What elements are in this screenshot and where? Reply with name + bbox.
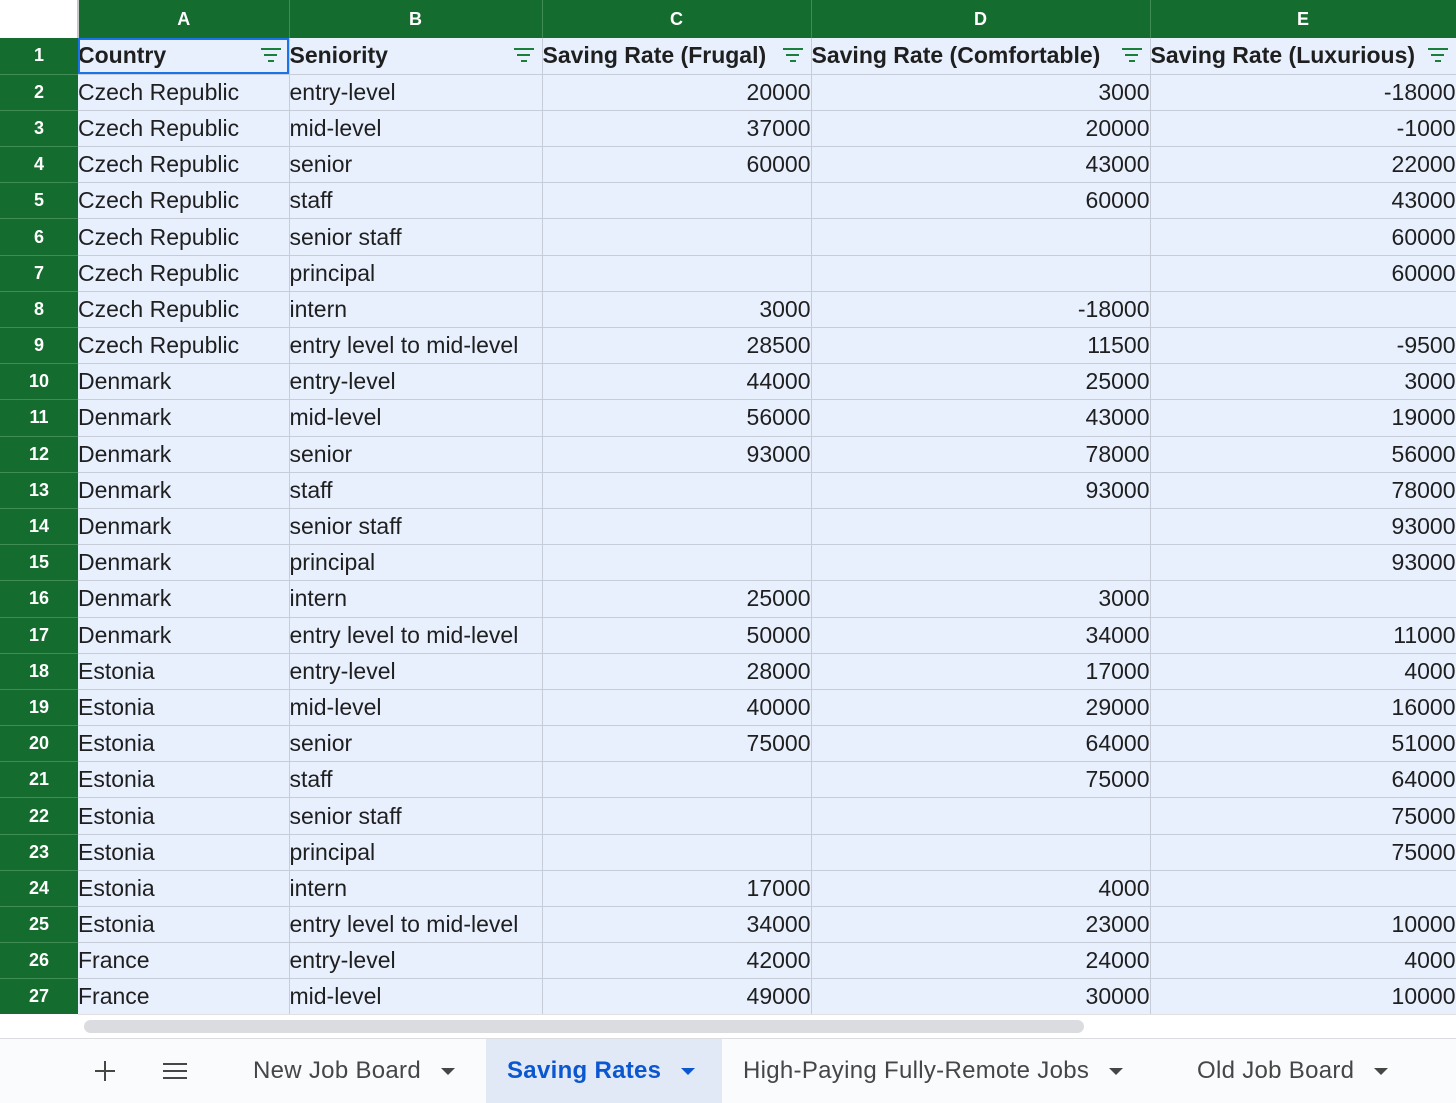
cell-seniority[interactable]: entry level to mid-level	[289, 617, 542, 653]
tab-label: High-Paying Fully-Remote Jobs	[743, 1057, 1090, 1084]
cell-luxurious[interactable]: -18000	[1150, 74, 1456, 110]
cell-luxurious[interactable]	[1150, 581, 1456, 617]
caret-down-icon[interactable]	[441, 1068, 455, 1075]
header-label: Seniority	[289, 42, 388, 69]
cell-seniority[interactable]: mid-level	[289, 400, 542, 436]
row-number[interactable]: 8	[0, 291, 78, 327]
header-cell-comfortable[interactable]	[811, 38, 1150, 74]
cell-seniority[interactable]: mid-level	[289, 689, 542, 725]
cell-frugal[interactable]: 3000	[542, 291, 811, 327]
cell-luxurious[interactable]: 43000	[1150, 183, 1456, 219]
table-row	[0, 436, 1456, 472]
row-number[interactable]: 10	[0, 364, 78, 400]
row-number[interactable]: 24	[0, 870, 78, 906]
cell-frugal[interactable]: 93000	[542, 436, 811, 472]
column-header-row	[0, 0, 1456, 38]
cell-seniority[interactable]: entry-level	[289, 74, 542, 110]
row-number[interactable]: 16	[0, 581, 78, 617]
table-row	[0, 979, 1456, 1015]
table-row	[0, 400, 1456, 436]
cell-country[interactable]: France	[78, 943, 289, 979]
cell-seniority[interactable]: entry level to mid-level	[289, 907, 542, 943]
cell-frugal[interactable]: 60000	[542, 147, 811, 183]
cell-comfortable[interactable]	[811, 834, 1150, 870]
row-number[interactable]: 7	[0, 255, 78, 291]
horizontal-scrollbar[interactable]	[78, 1014, 1456, 1039]
header-cell-frugal[interactable]	[542, 38, 811, 74]
cell-luxurious[interactable]: 75000	[1150, 834, 1456, 870]
filter-icon[interactable]	[514, 48, 534, 64]
cell-comfortable[interactable]: 3000	[811, 74, 1150, 110]
header-label: Saving Rate (Frugal)	[542, 42, 767, 69]
cell-luxurious[interactable]: 11000	[1150, 617, 1456, 653]
cell-comfortable[interactable]: 78000	[811, 436, 1150, 472]
header-label: Saving Rate (Luxurious)	[1150, 42, 1416, 69]
cell-luxurious[interactable]: 78000	[1150, 472, 1456, 508]
cell-seniority[interactable]: senior staff	[289, 508, 542, 544]
cell-comfortable[interactable]	[811, 508, 1150, 544]
cell-luxurious[interactable]: 60000	[1150, 219, 1456, 255]
table-row	[0, 508, 1456, 544]
table-row	[0, 689, 1456, 725]
cell-country[interactable]: Estonia	[78, 870, 289, 906]
cell-frugal[interactable]: 49000	[542, 979, 811, 1015]
header-cell-seniority[interactable]	[289, 38, 542, 74]
table-row	[0, 219, 1456, 255]
cell-comfortable[interactable]: 24000	[811, 943, 1150, 979]
row-number[interactable]: 2	[0, 74, 78, 110]
row-number[interactable]: 6	[0, 219, 78, 255]
cell-luxurious[interactable]: 4000	[1150, 653, 1456, 689]
column-header-e[interactable]: E	[1150, 0, 1456, 38]
scroll-gutter	[0, 1014, 78, 1038]
column-header-c[interactable]: C	[542, 0, 811, 38]
cell-luxurious[interactable]: 22000	[1150, 147, 1456, 183]
row-number[interactable]: 15	[0, 545, 78, 581]
table-row	[0, 545, 1456, 581]
cell-seniority[interactable]: staff	[289, 183, 542, 219]
table-row	[0, 328, 1456, 364]
cell-frugal[interactable]	[542, 219, 811, 255]
cell-comfortable[interactable]: 34000	[811, 617, 1150, 653]
header-row	[0, 38, 1456, 74]
filter-icon[interactable]	[1428, 48, 1448, 64]
cell-seniority[interactable]: senior	[289, 436, 542, 472]
table-row	[0, 943, 1456, 979]
cell-seniority[interactable]: principal	[289, 834, 542, 870]
table-row	[0, 364, 1456, 400]
row-number[interactable]: 9	[0, 328, 78, 364]
cell-seniority[interactable]: senior staff	[289, 219, 542, 255]
cell-country[interactable]: Czech Republic	[78, 74, 289, 110]
cell-country[interactable]: Estonia	[78, 798, 289, 834]
cell-luxurious[interactable]	[1150, 291, 1456, 327]
cell-comfortable[interactable]: 43000	[811, 400, 1150, 436]
cell-country[interactable]: Estonia	[78, 653, 289, 689]
cell-frugal[interactable]: 17000	[542, 870, 811, 906]
cell-luxurious[interactable]: 10000	[1150, 907, 1456, 943]
menu-icon[interactable]	[157, 1053, 193, 1089]
cell-country[interactable]: Estonia	[78, 834, 289, 870]
cell-country[interactable]: Czech Republic	[78, 255, 289, 291]
cell-country[interactable]: Estonia	[78, 689, 289, 725]
cell-country[interactable]: Denmark	[78, 508, 289, 544]
row-number[interactable]: 20	[0, 726, 78, 762]
cell-comfortable[interactable]: 93000	[811, 472, 1150, 508]
table-row	[0, 291, 1456, 327]
column-header-a[interactable]: A	[78, 0, 289, 38]
cell-seniority[interactable]: senior	[289, 147, 542, 183]
row-number[interactable]: 23	[0, 834, 78, 870]
row-number[interactable]: 13	[0, 472, 78, 508]
cell-frugal[interactable]	[542, 545, 811, 581]
cell-seniority[interactable]: principal	[289, 545, 542, 581]
tab-label: Old Job Board	[1197, 1057, 1355, 1084]
cell-comfortable[interactable]: 3000	[811, 581, 1150, 617]
table-row	[0, 907, 1456, 943]
cell-seniority[interactable]: entry-level	[289, 943, 542, 979]
row-number[interactable]: 17	[0, 617, 78, 653]
cell-comfortable[interactable]: 11500	[811, 328, 1150, 364]
caret-down-icon[interactable]	[1374, 1068, 1388, 1075]
cell-frugal[interactable]: 28000	[542, 653, 811, 689]
cell-comfortable[interactable]: -18000	[811, 291, 1150, 327]
cell-frugal[interactable]: 28500	[542, 328, 811, 364]
tab-label: Saving Rates	[507, 1057, 662, 1084]
tab-saving-rates[interactable]	[486, 1039, 722, 1103]
cell-luxurious[interactable]: 56000	[1150, 436, 1456, 472]
cell-frugal[interactable]	[542, 798, 811, 834]
cell-comfortable[interactable]: 30000	[811, 979, 1150, 1015]
cell-country[interactable]: Czech Republic	[78, 147, 289, 183]
cell-frugal[interactable]: 37000	[542, 110, 811, 146]
cell-comfortable[interactable]	[811, 798, 1150, 834]
cell-luxurious[interactable]: 10000	[1150, 979, 1456, 1015]
row-number[interactable]: 1	[0, 38, 78, 74]
table-row	[0, 581, 1456, 617]
row-number[interactable]: 22	[0, 798, 78, 834]
row-number[interactable]: 5	[0, 183, 78, 219]
cell-luxurious[interactable]: -9500	[1150, 328, 1456, 364]
cell-frugal[interactable]	[542, 472, 811, 508]
cell-luxurious[interactable]: 16000	[1150, 689, 1456, 725]
table-row	[0, 147, 1456, 183]
cell-country[interactable]: Denmark	[78, 581, 289, 617]
row-number[interactable]: 12	[0, 436, 78, 472]
cell-comfortable[interactable]: 23000	[811, 907, 1150, 943]
cell-country[interactable]: Estonia	[78, 762, 289, 798]
row-number[interactable]: 25	[0, 907, 78, 943]
table-row	[0, 110, 1456, 146]
cell-comfortable[interactable]: 43000	[811, 147, 1150, 183]
cell-seniority[interactable]: intern	[289, 291, 542, 327]
cell-country[interactable]: Czech Republic	[78, 110, 289, 146]
cell-comfortable[interactable]: 60000	[811, 183, 1150, 219]
cell-luxurious[interactable]: 51000	[1150, 726, 1456, 762]
cell-luxurious[interactable]: 93000	[1150, 508, 1456, 544]
cell-seniority[interactable]: mid-level	[289, 979, 542, 1015]
cell-frugal[interactable]	[542, 762, 811, 798]
cell-country[interactable]: France	[78, 979, 289, 1015]
tab-high-paying-fully-remote-jobs[interactable]	[725, 1039, 1141, 1103]
cell-luxurious[interactable]: 60000	[1150, 255, 1456, 291]
cell-comfortable[interactable]	[811, 219, 1150, 255]
caret-down-icon[interactable]	[681, 1068, 695, 1075]
cell-comfortable[interactable]	[811, 255, 1150, 291]
cell-seniority[interactable]: principal	[289, 255, 542, 291]
filter-icon[interactable]	[261, 48, 281, 64]
table-row	[0, 255, 1456, 291]
row-number[interactable]: 4	[0, 147, 78, 183]
cell-frugal[interactable]: 40000	[542, 689, 811, 725]
cell-luxurious[interactable]: 19000	[1150, 400, 1456, 436]
cell-frugal[interactable]	[542, 255, 811, 291]
cell-luxurious[interactable]: 64000	[1150, 762, 1456, 798]
cell-comfortable[interactable]: 64000	[811, 726, 1150, 762]
header-cell-country[interactable]	[78, 38, 289, 74]
cell-frugal[interactable]: 50000	[542, 617, 811, 653]
select-all-corner[interactable]	[0, 0, 78, 38]
row-number[interactable]: 11	[0, 400, 78, 436]
cell-frugal[interactable]	[542, 508, 811, 544]
cell-comfortable[interactable]: 4000	[811, 870, 1150, 906]
filter-icon[interactable]	[1122, 48, 1142, 64]
cell-seniority[interactable]: senior	[289, 726, 542, 762]
tab-new-job-board[interactable]	[235, 1039, 473, 1103]
table-row	[0, 762, 1456, 798]
table-row	[0, 617, 1456, 653]
cell-comfortable[interactable]: 20000	[811, 110, 1150, 146]
row-number[interactable]: 27	[0, 979, 78, 1015]
cell-luxurious[interactable]: -1000	[1150, 110, 1456, 146]
row-number[interactable]: 14	[0, 508, 78, 544]
cell-frugal[interactable]: 75000	[542, 726, 811, 762]
cell-country[interactable]: Czech Republic	[78, 183, 289, 219]
cell-country[interactable]: Denmark	[78, 400, 289, 436]
row-number[interactable]: 19	[0, 689, 78, 725]
cell-seniority[interactable]: entry level to mid-level	[289, 328, 542, 364]
table-row	[0, 472, 1456, 508]
header-cell-luxurious[interactable]	[1150, 38, 1456, 74]
table-row	[0, 74, 1456, 110]
row-number[interactable]: 21	[0, 762, 78, 798]
header-label: Country	[78, 42, 167, 69]
cell-comfortable[interactable]: 17000	[811, 653, 1150, 689]
cell-luxurious[interactable]	[1150, 870, 1456, 906]
cell-country[interactable]: Czech Republic	[78, 291, 289, 327]
cell-comfortable[interactable]: 25000	[811, 364, 1150, 400]
table-row	[0, 726, 1456, 762]
cell-country[interactable]: Czech Republic	[78, 219, 289, 255]
table-row	[0, 183, 1456, 219]
cell-country[interactable]: Estonia	[78, 907, 289, 943]
cell-comfortable[interactable]	[811, 545, 1150, 581]
row-number[interactable]: 26	[0, 943, 78, 979]
cell-country[interactable]: Denmark	[78, 545, 289, 581]
cell-country[interactable]: Denmark	[78, 436, 289, 472]
column-header-b[interactable]: B	[289, 0, 542, 38]
cell-seniority[interactable]: staff	[289, 472, 542, 508]
tab-label: New Job Board	[253, 1057, 421, 1084]
table-row	[0, 870, 1456, 906]
cell-country[interactable]: Denmark	[78, 617, 289, 653]
cell-frugal[interactable]: 44000	[542, 364, 811, 400]
caret-down-icon[interactable]	[1109, 1068, 1123, 1075]
cell-luxurious[interactable]: 4000	[1150, 943, 1456, 979]
cell-country[interactable]: Denmark	[78, 472, 289, 508]
cell-seniority[interactable]: intern	[289, 581, 542, 617]
table-row	[0, 834, 1456, 870]
cell-seniority[interactable]: entry-level	[289, 364, 542, 400]
cell-frugal[interactable]: 42000	[542, 943, 811, 979]
scrollbar-thumb[interactable]	[84, 1020, 1084, 1033]
cell-comfortable[interactable]: 29000	[811, 689, 1150, 725]
cell-luxurious[interactable]: 3000	[1150, 364, 1456, 400]
cell-seniority[interactable]: staff	[289, 762, 542, 798]
cell-frugal[interactable]: 56000	[542, 400, 811, 436]
cell-frugal[interactable]: 25000	[542, 581, 811, 617]
header-label: Saving Rate (Comfortable)	[811, 42, 1101, 69]
cell-country[interactable]: Czech Republic	[78, 328, 289, 364]
cell-luxurious[interactable]: 75000	[1150, 798, 1456, 834]
tab-old-job-board[interactable]	[1179, 1039, 1406, 1103]
plus-icon[interactable]	[87, 1053, 123, 1089]
cell-comfortable[interactable]: 75000	[811, 762, 1150, 798]
cell-luxurious[interactable]: 93000	[1150, 545, 1456, 581]
column-header-d[interactable]: D	[811, 0, 1150, 38]
cell-seniority[interactable]: senior staff	[289, 798, 542, 834]
cell-frugal[interactable]: 34000	[542, 907, 811, 943]
cell-frugal[interactable]	[542, 834, 811, 870]
cell-seniority[interactable]: entry-level	[289, 653, 542, 689]
sheet-tab-bar	[0, 1038, 1456, 1103]
cell-country[interactable]: Estonia	[78, 726, 289, 762]
table-row	[0, 653, 1456, 689]
row-number[interactable]: 3	[0, 110, 78, 146]
row-number[interactable]: 18	[0, 653, 78, 689]
cell-frugal[interactable]	[542, 183, 811, 219]
cell-seniority[interactable]: mid-level	[289, 110, 542, 146]
filter-icon[interactable]	[783, 48, 803, 64]
cell-frugal[interactable]: 20000	[542, 74, 811, 110]
cell-seniority[interactable]: intern	[289, 870, 542, 906]
table-row	[0, 798, 1456, 834]
cell-country[interactable]: Denmark	[78, 364, 289, 400]
